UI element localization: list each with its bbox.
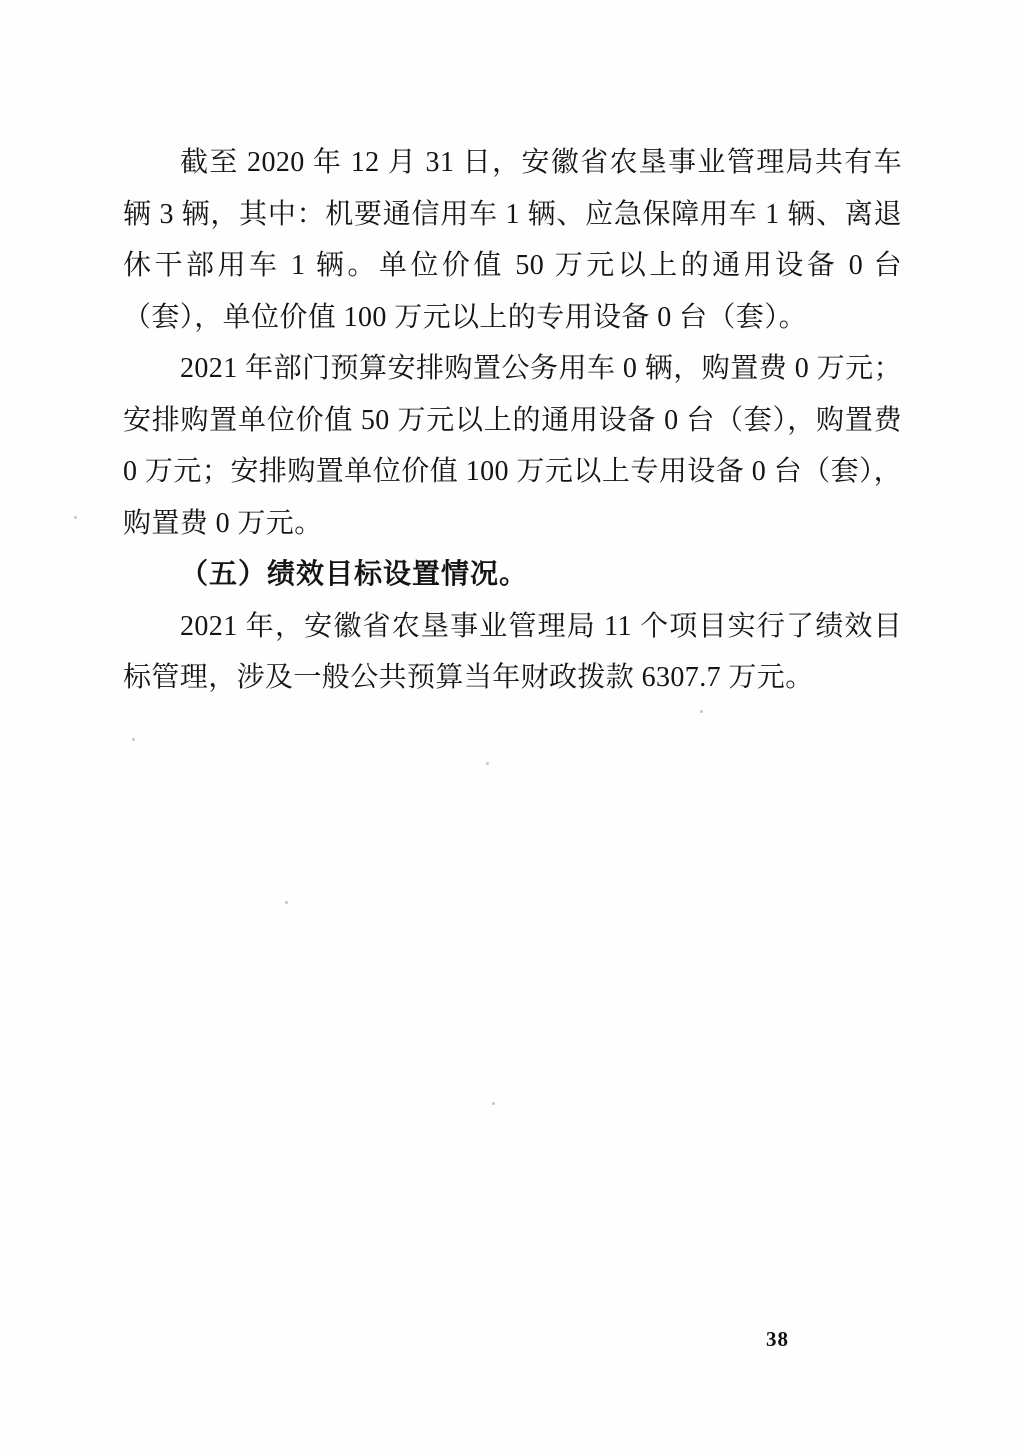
body-paragraph: 2021 年部门预算安排购置公务用车 0 辆，购置费 0 万元；安排购置单位价值 50 万元以上的通用设备 0 台（套），购置费 0 万元；安排购置单位价值 100 万元以上专用设备 0 台（套），购置费 0 万元。 [123, 353, 902, 539]
scan-speck [285, 901, 288, 904]
scan-speck [492, 1102, 495, 1105]
body-paragraph: 2021 年，安徽省农垦事业管理局 11 个项目实行了绩效目标管理，涉及一般公共预算当年财政拨款 6307.7 万元。 [123, 610, 902, 693]
document-body [123, 137, 902, 704]
section-heading: （五）绩效目标设置情况。 [180, 559, 529, 590]
page-number: 38 [766, 1327, 789, 1351]
scan-speck [486, 762, 489, 765]
scan-speck [700, 710, 703, 713]
scan-speck [74, 516, 77, 519]
scan-speck [132, 738, 135, 741]
body-paragraph: 截至 2020 年 12 月 31 日，安徽省农垦事业管理局共有车辆 3 辆，其中：机要通信用车 1 辆、应急保障用车 1 辆、离退休干部用车 1 辆。单位价值 50 万元以上的通用设备 0 台（套），单位价值 100 万元以上的专用设备 0 台（套）。 [123, 147, 902, 333]
